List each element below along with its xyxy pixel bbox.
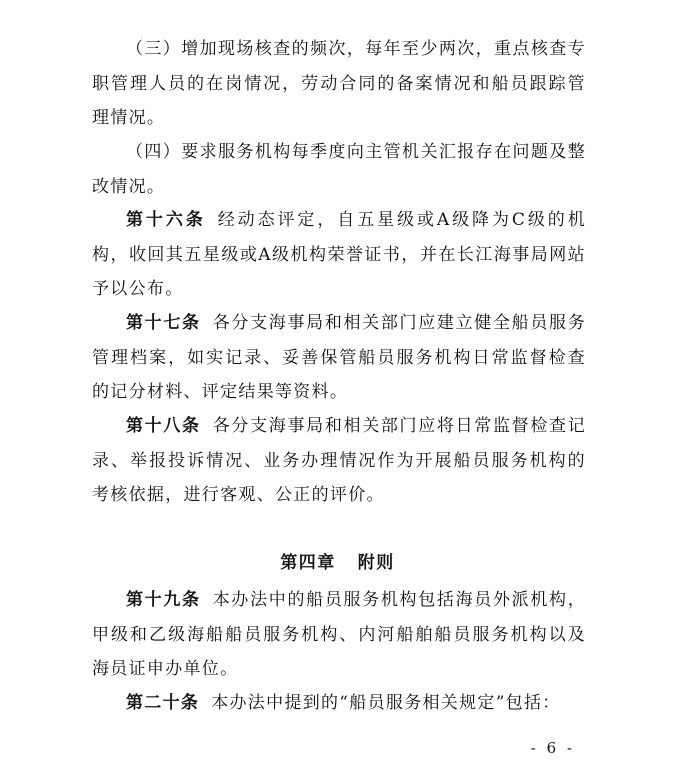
paragraph-item-4: [92, 135, 586, 204]
chapter-heading: [0, 548, 675, 573]
paragraph-item-3: [92, 32, 586, 136]
article-text: 本办法中提到的“船员服务相关规定”包括：: [211, 693, 561, 713]
chapter-number: 第四章: [280, 553, 336, 573]
paragraph-text: （四）要求服务机构每季度向主管机关汇报存在问题及整改情况。: [92, 142, 586, 197]
article-20: [92, 686, 586, 721]
article-17: [92, 306, 586, 410]
article-heading: 第十六条: [126, 210, 206, 230]
article-heading: 第十九条: [126, 590, 201, 610]
article-heading: 第十八条: [126, 416, 201, 436]
article-heading: 第十七条: [126, 313, 201, 333]
article-19: [92, 583, 586, 687]
article-16: [92, 203, 586, 307]
paragraph-text: （三）增加现场核查的频次，每年至少两次，重点核查专职管理人员的在岗情况，劳动合同的备案情况和船员跟踪管理情况。: [92, 39, 586, 128]
article-text: 各分支海事局和相关部门应建立健全船员服务管理档案，如实记录、妥善保管船员服务机构日常监督检查的记分材料、评定结果等资料。: [92, 313, 587, 402]
article-18: [92, 409, 586, 513]
chapter-title: 附则: [357, 553, 395, 573]
article-text: 本办法中的船员服务机构包括海员外派机构，甲级和乙级海船船员服务机构、内河船舶船员服务机构以及海员证申办单位。: [92, 590, 587, 679]
article-heading: 第二十条: [126, 693, 200, 713]
page-number: - 6 -: [530, 739, 575, 757]
article-text: 经动态评定，自五星级或A级降为C级的机构，收回其五星级或A级机构荣誉证书，并在长江海事局网站予以公布。: [92, 210, 587, 299]
article-text: 各分支海事局和相关部门应将日常监督检查记录、举报投诉情况、业务办理情况作为开展船员服务机构的考核依据，进行客观、公正的评价。: [92, 416, 587, 505]
